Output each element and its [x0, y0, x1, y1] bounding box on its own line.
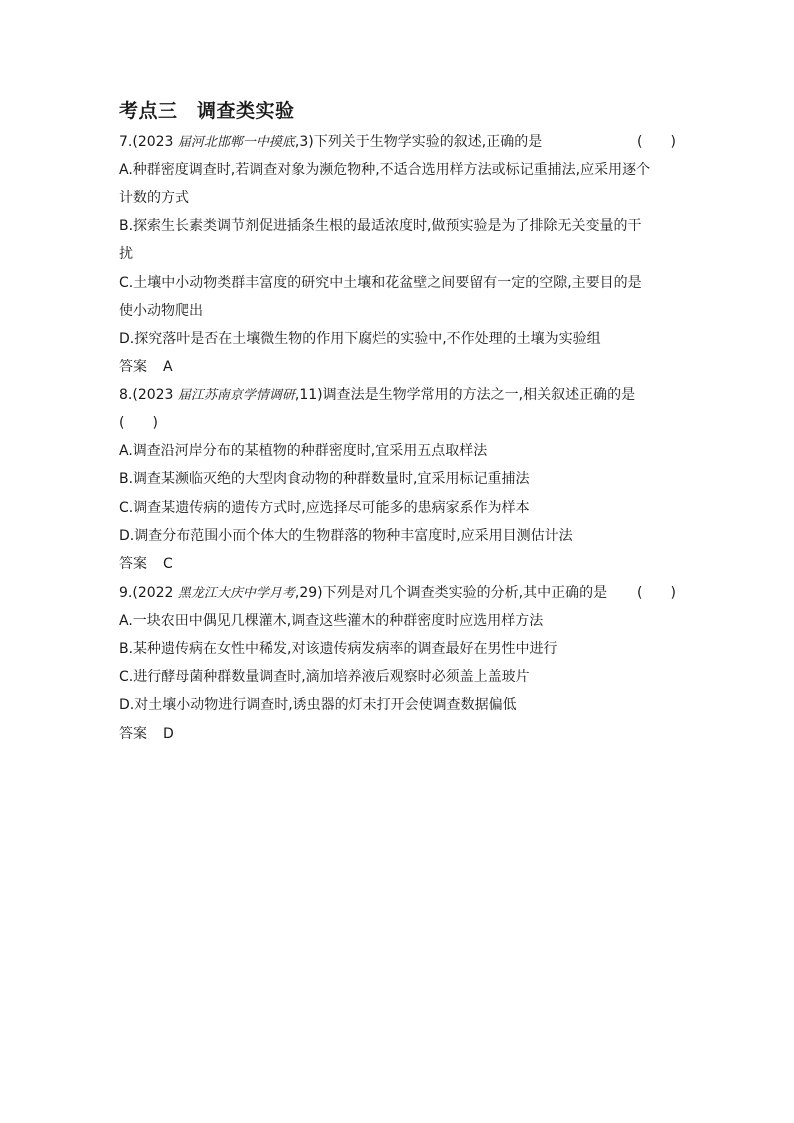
source-close: ,29)	[294, 585, 323, 601]
question-7-stem	[119, 133, 679, 152]
question-text: 下列是对几个调查类实验的分析,其中正确的是	[322, 585, 608, 601]
source-open: (2023	[132, 387, 178, 403]
answer-value: D	[163, 726, 174, 742]
question-source: 届河北邯郸一中摸底	[177, 135, 295, 150]
option-a-line-2: 计数的方式	[119, 190, 189, 206]
answer-line	[119, 358, 679, 376]
answer-line	[119, 555, 679, 573]
question-8-stem	[119, 386, 679, 405]
answer-value: A	[163, 359, 173, 375]
option-d-line-1: D.调查分布范围小而个体大的生物群落的物种丰富度时,应采用目测估计法	[119, 528, 573, 544]
question-number: 9.	[119, 585, 133, 601]
source-close: ,11)	[294, 387, 323, 403]
option-c-line-1: C.土壤中小动物类群丰富度的研究中土壤和花盆壁之间要留有一定的空隙,主要目的是	[119, 275, 642, 291]
option-a-line-1: A.种群密度调查时,若调查对象为濒危物种,不适合选用样方法或标记重捕法,应采用逐个	[119, 162, 651, 178]
option-a-line-1: A.一块农田中偶见几棵灌木,调查这些灌木的种群密度时应选用样方法	[119, 613, 544, 629]
section-title: 考点三 调查类实验	[119, 100, 295, 122]
option-b-line-2: 扰	[119, 246, 133, 262]
answer-blank: ( )	[637, 585, 676, 601]
option-a-line-1: A.调查沿河岸分布的某植物的种群密度时,宜采用五点取样法	[119, 443, 488, 459]
option-d-line-1: D.探究落叶是否在土壤微生物的作用下腐烂的实验中,不作处理的土壤为实验组	[119, 331, 601, 347]
question-number: 8.	[119, 387, 133, 403]
question-text: 调查法是生物学常用的方法之一,相关叙述正确的是	[322, 387, 636, 403]
option-c-line-2: 使小动物爬出	[119, 303, 203, 319]
answer-label: 答案	[119, 726, 147, 742]
source-close: ,3)	[294, 134, 314, 150]
question-text: 下列关于生物学实验的叙述,正确的是	[313, 134, 543, 150]
option-b-line-1: B.调查某濒临灭绝的大型肉食动物的种群数量时,宜采用标记重捕法	[119, 471, 530, 487]
answer-value: C	[163, 556, 173, 572]
answer-line	[119, 725, 679, 743]
answer-blank: ( )	[637, 134, 676, 150]
option-c-line-1: C.进行酵母菌种群数量调查时,滴加培养液后观察时必须盖上盖玻片	[119, 669, 530, 685]
question-source: 黑龙江大庆中学月考	[177, 586, 295, 601]
option-b-line-1: B.某种遗传病在女性中稀发,对该遗传病发病率的调查最好在男性中进行	[119, 641, 558, 657]
option-b-line-1: B.探索生长素类调节剂促进插条生根的最适浓度时,做预实验是为了排除无关变量的干	[119, 218, 642, 234]
question-9-stem	[119, 584, 679, 603]
answer-label: 答案	[119, 556, 147, 572]
question-source: 届江苏南京学情调研	[177, 388, 295, 403]
source-open: (2023	[132, 134, 178, 150]
source-open: (2022	[132, 585, 178, 601]
option-d-line-1: D.对土壤小动物进行调查时,诱虫器的灯未打开会使调查数据偏低	[119, 697, 517, 713]
option-c-line-1: C.调查某遗传病的遗传方式时,应选择尽可能多的患病家系作为样本	[119, 500, 530, 516]
answer-label: 答案	[119, 359, 147, 375]
answer-blank: ( )	[119, 415, 158, 431]
question-number: 7.	[119, 134, 133, 150]
